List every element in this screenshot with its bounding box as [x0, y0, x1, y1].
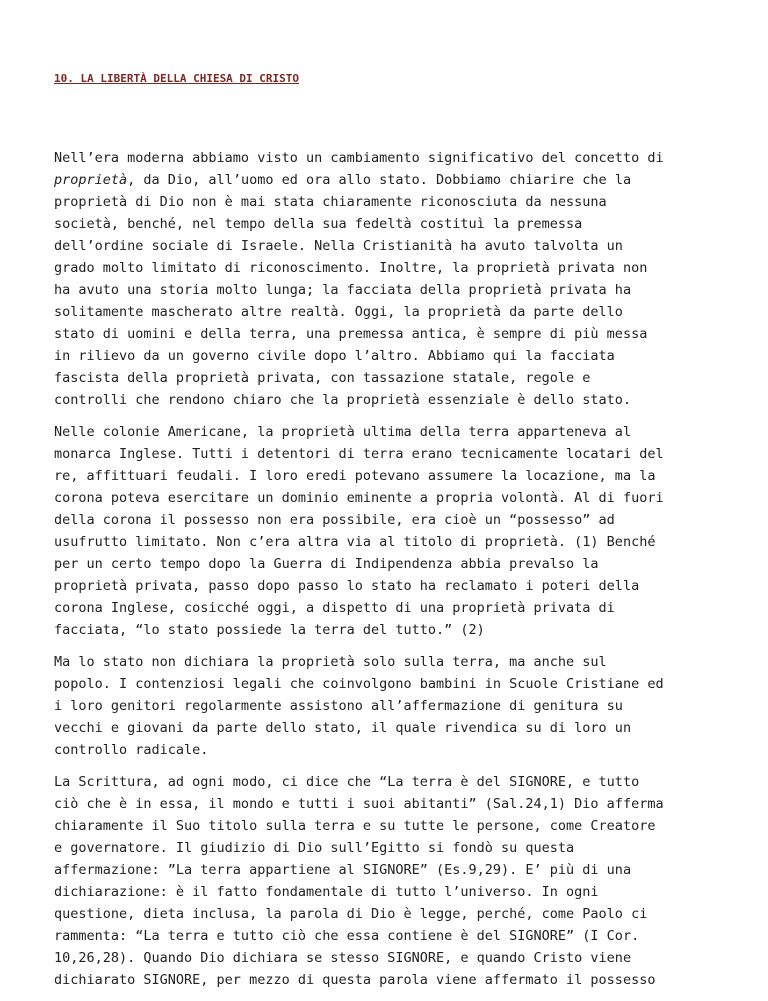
text-line: dichiarato SIGNORE, per mezzo di questa parola viene affermato il possesso [54, 972, 656, 988]
text-line: corona poteva esercitare un dominio eminente a propria volontà. Al di fuori [54, 490, 664, 506]
text-line: affermazione: ”La terra appartiene al SIGNORE” (Es.9,29). E’ più di una [54, 862, 632, 878]
text-line: i loro genitori regolarmente assistono all’affermazione di genitura su [54, 698, 623, 714]
text-line: chiaramente il Suo titolo sulla terra e su tutte le persone, come Creatore [54, 818, 656, 834]
paragraph-2 [54, 421, 724, 641]
text-line: Nell’era moderna abbiamo visto un cambiamento significativo del concetto di [54, 150, 664, 166]
text-line: in rilievo da un governo civile dopo l’altro. Abbiamo qui la facciata [54, 348, 615, 364]
text-line: corona Inglese, cosicché oggi, a dispetto di una proprietà privata di [54, 600, 615, 616]
text-line: facciata, “lo stato possiede la terra del tutto.” (2) [54, 622, 485, 638]
text-line-with-emphasis [54, 169, 724, 191]
text-line: dichiarazione: è il fatto fondamentale di tutto l’universo. In ogni [54, 884, 599, 900]
text-line: 10,26,28). Quando Dio dichiara se stesso SIGNORE, e quando Cristo viene [54, 950, 632, 966]
text-line: società, benché, nel tempo della sua fedeltà costituì la premessa [54, 216, 583, 232]
text-line: popolo. I contenziosi legali che coinvolgono bambini in Scuole Cristiane ed [54, 676, 664, 692]
text-line: per un certo tempo dopo la Guerra di Indipendenza abbia prevalso la [54, 556, 599, 572]
text-line: re, affittuari feudali. I loro eredi potevano assumere la locazione, ma la [54, 468, 656, 484]
text-line: dell’ordine sociale di Israele. Nella Cristianità ha avuto talvolta un [54, 238, 623, 254]
text-line: controllo radicale. [54, 742, 209, 758]
text-line: e governatore. Il giudizio di Dio sull’Egitto si fondò su questa [54, 840, 575, 856]
paragraph-4 [54, 771, 724, 991]
text-line: questione, dieta inclusa, la parola di Dio è legge, perché, come Paolo ci [54, 906, 648, 922]
text-line-remainder: , da Dio, all’uomo ed ora allo stato. Dobbiamo chiarire che la [127, 172, 632, 188]
text-line: ha avuto una storia molto lunga; la facciata della proprietà privata ha [54, 282, 632, 298]
text-line: usufrutto limitato. Non c’era altra via al titolo di proprietà. (1) Benché [54, 534, 656, 550]
document-body [54, 147, 724, 1001]
section-heading: 10. LA LIBERTÀ DELLA CHIESA DI CRISTO [54, 72, 300, 85]
text-line: monarca Inglese. Tutti i detentori di terra erano tecnicamente locatari del [54, 446, 664, 462]
text-line: La Scrittura, ad ogni modo, ci dice che “La terra è del SIGNORE, e tutto [54, 774, 640, 790]
text-line: proprietà privata, passo dopo passo lo stato ha reclamato i poteri della [54, 578, 640, 594]
emphasized-word: proprietà [54, 172, 128, 188]
text-line: vecchi e giovani da parte dello stato, il quale rivendica su di loro un [54, 720, 632, 736]
text-line: proprietà di Dio non è mai stata chiaramente riconosciuta da nessuna [54, 194, 607, 210]
text-line: della corona il possesso non era possibile, era cioè un “possesso” ad [54, 512, 615, 528]
text-line: Ma lo stato non dichiara la proprietà solo sulla terra, ma anche sul [54, 654, 607, 670]
text-line: Nelle colonie Americane, la proprietà ultima della terra apparteneva al [54, 424, 632, 440]
text-line: stato di uomini e della terra, una premessa antica, è sempre di più messa [54, 326, 648, 342]
text-line: fascista della proprietà privata, con tassazione statale, regole e [54, 370, 591, 386]
text-line: solitamente mascherato altre realtà. Oggi, la proprietà da parte dello [54, 304, 623, 320]
text-line: rammenta: “La terra e tutto ciò che essa contiene è del SIGNORE” (I Cor. [54, 928, 640, 944]
text-line: grado molto limitato di riconoscimento. Inoltre, la proprietà privata non [54, 260, 648, 276]
text-line: ciò che è in essa, il mondo e tutti i suoi abitanti” (Sal.24,1) Dio afferma [54, 796, 664, 812]
text-line: controlli che rendono chiaro che la proprietà essenziale è dello stato. [54, 392, 632, 408]
paragraph-3 [54, 651, 724, 761]
paragraph-1 [54, 147, 724, 411]
